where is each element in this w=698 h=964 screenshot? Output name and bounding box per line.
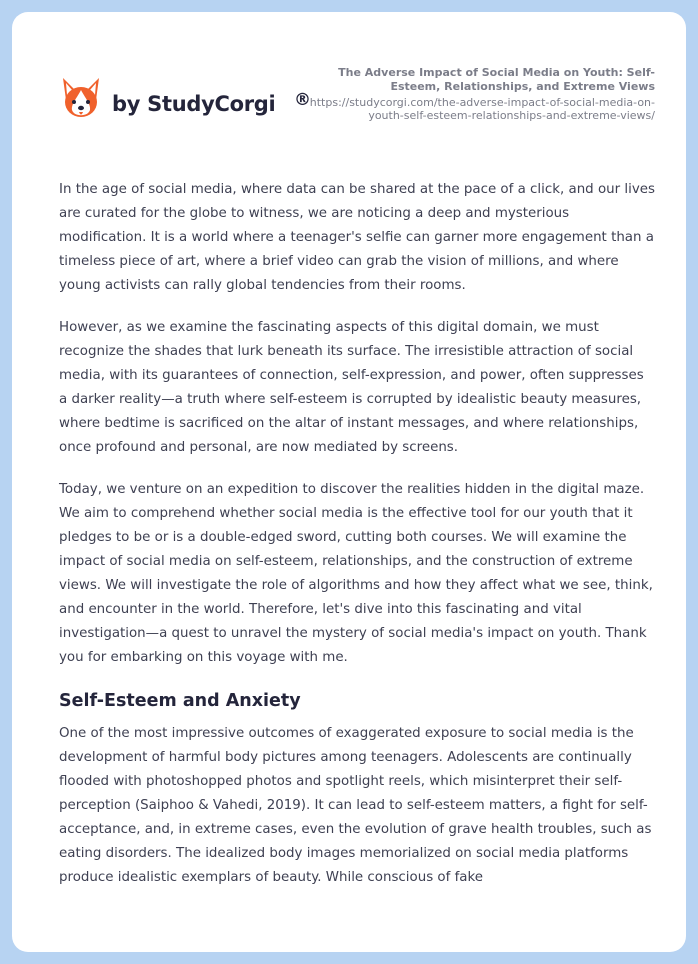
paragraph: However, as we examine the fascinating aspects of this digital domain, we must recognize the shades that lurk beneath its surface. The irresistible attraction of social media, with its guarantees of connection, self-expression, and power, often suppresses a darker reality—a truth where self-esteem is corrupted by idealistic beauty measures, where bedtime is sacrificed on the altar of instant messages, and where relationships, once profound and personal, are now mediated by screens. [59,320,644,455]
document-title: The Adverse Impact of Social Media on Youth: Self-Esteem, Relationships, and Extreme Views [338,66,655,93]
paragraph: Today, we venture on an expedition to discover the realities hidden in the digital maze. We aim to comprehend whether social media is the effective tool for our youth that it pledges to be or is a double-edged sword, cutting both courses. We will examine the impact of social media on self-esteem, relationships, and the construction of extreme views. We will investigate the role of algorithms and how they affect what we see, think, and encounter in the world. Therefore, let's dive into this fascinating and vital investigation—a quest to unravel the mystery of social media's impact on youth. Thank you for embarking on this voyage with me. [59,482,653,665]
studycorgi-logo[interactable] [60,76,311,122]
brand-name: by StudyCorgi [112,92,276,116]
article-body [59,178,655,908]
document-url[interactable]: https://studycorgi.com/the-adverse-impact-of-social-media-on-youth-self-esteem-relationships-and-extreme-views/ [309,96,655,122]
document-page [12,12,686,952]
paragraph: One of the most impressive outcomes of exaggerated exposure to social media is the development of harmful body pictures among teenagers. Adolescents are continually flooded with photoshopped photos and spotlight reels, which misinterpret their self-perception (Saiphoo & Vahedi, 2019). It can lead to self-esteem matters, a fight for self-acceptance, and, in extreme cases, even the evolution of grave health troubles, such as eating disorders. The idealized body images memorialized on social media platforms produce idealistic exemplars of beauty. While conscious of fake [59,726,652,885]
paragraph: In the age of social media, where data can be shared at the pace of a click, and our lives are curated for the globe to witness, we are noticing a deep and mysterious modification. It is a world where a teenager's selfie can garner more engagement than a timeless piece of art, where a brief video can grab the vision of millions, and where young activists can rally global tendencies from their rooms. [59,182,655,293]
section-heading: Self-Esteem and Anxiety [59,691,301,711]
registered-mark: ® [294,90,311,110]
document-meta [305,66,655,122]
corgi-icon [60,76,102,122]
